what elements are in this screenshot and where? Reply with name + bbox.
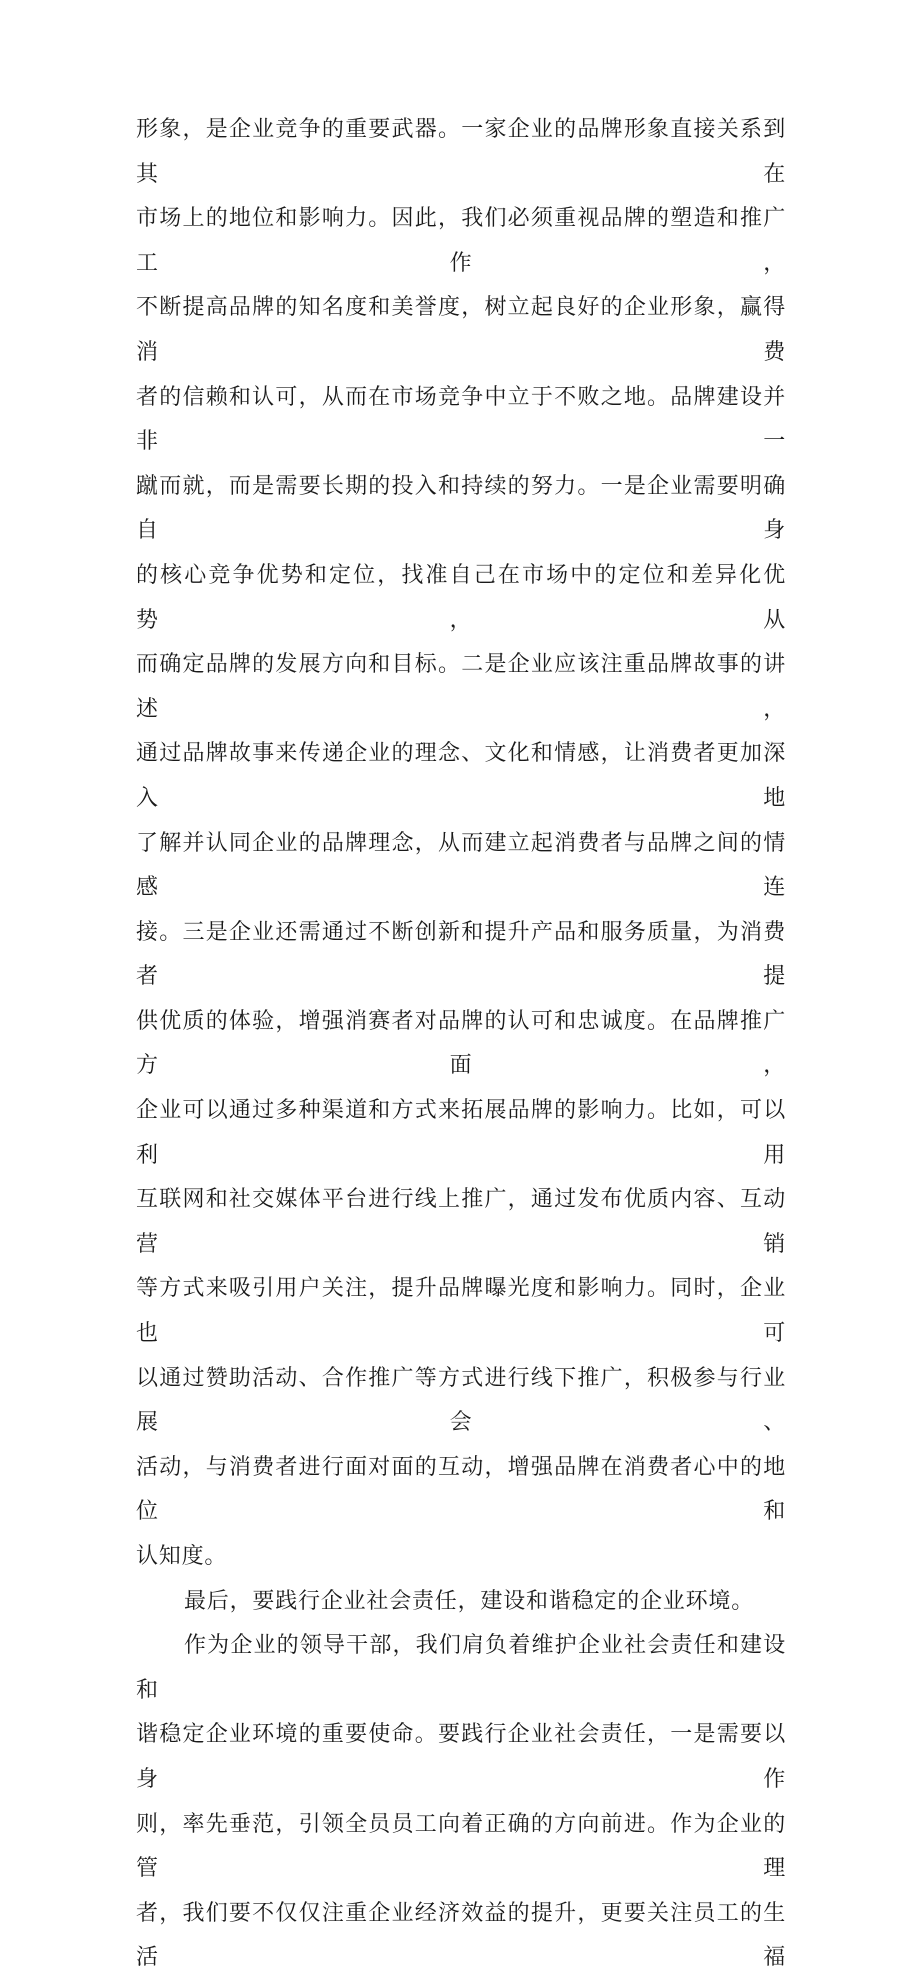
text-line: 者，我们要不仅仅注重企业经济效益的提升，更要关注员工的生活福 (136, 1900, 786, 1971)
text-line: 接。三是企业还需通过不断创新和提升产品和服务质量，为消费者提 (136, 919, 786, 990)
text-line: 则，率先垂范，引领全员员工向着正确的方向前进。作为企业的管理 (136, 1811, 786, 1882)
text-line: 活动，与消费者进行面对面的互动，增强品牌在消费者心中的地位和 (136, 1454, 786, 1525)
text-line: 了解并认同企业的品牌理念，从而建立起消费者与品牌之间的情感连 (136, 830, 786, 901)
paragraph-brand-building (136, 108, 786, 1580)
text-line: 认知度。 (136, 1544, 228, 1569)
text-line: 者的信赖和认可，从而在市场竞争中立于不败之地。品牌建设并非一 (136, 384, 786, 455)
text-line: 形象，是企业竞争的重要武器。一家企业的品牌形象直接关系到其在 (136, 117, 786, 187)
paragraph-heading-social-responsibility (136, 1580, 786, 1625)
text-line: 企业可以通过多种渠道和方式来拓展品牌的影响力。比如，可以利用 (136, 1098, 786, 1168)
text-line: 以通过赞助活动、合作推广等方式进行线下推广，积极参与行业展会、 (136, 1365, 786, 1436)
text-line: 不断提高品牌的知名度和美誉度，树立起良好的企业形象，赢得消费 (136, 295, 786, 365)
text-line: 互联网和社交媒体平台进行线上推广，通过发布优质内容、互动营销 (136, 1187, 786, 1257)
document-body (136, 108, 786, 1981)
text-line: 蹴而就，而是需要长期的投入和持续的努力。一是企业需要明确自身 (136, 473, 786, 544)
paragraph-leadership-mission (136, 1624, 786, 1981)
text-line: 谐稳定企业环境的重要使命。要践行企业社会责任，一是需要以身作 (136, 1722, 786, 1792)
text-line: 等方式来吸引用户关注，提升品牌曝光度和影响力。同时，企业也可 (136, 1276, 786, 1347)
text-line: 市场上的地位和影响力。因此，我们必须重视品牌的塑造和推广工作， (136, 206, 786, 276)
text-line: 供优质的体验，增强消赛者对品牌的认可和忠诚度。在品牌推广方面， (136, 1008, 786, 1079)
text-line: 通过品牌故事来传递企业的理念、文化和情感，让消费者更加深入地 (136, 741, 786, 811)
text-line: 的核心竞争优势和定位，找准自己在市场中的定位和差异化优势，从 (136, 562, 786, 633)
text-line: 最后，要践行企业社会责任，建设和谐稳定的企业环境。 (184, 1588, 755, 1614)
text-line: 作为企业的领导干部，我们肩负着维护企业社会责任和建设和 (136, 1633, 786, 1703)
text-line: 而确定品牌的发展方向和目标。二是企业应该注重品牌故事的讲述， (136, 652, 786, 722)
